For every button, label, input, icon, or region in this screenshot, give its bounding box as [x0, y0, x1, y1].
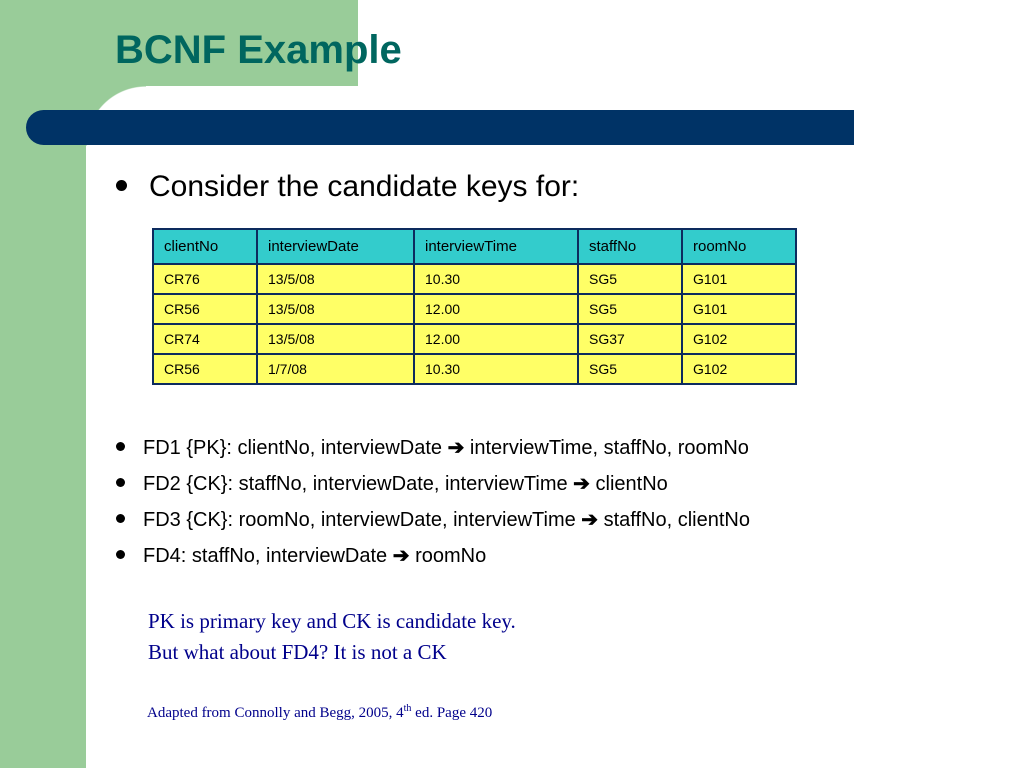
credit-text: Adapted from Connolly and Begg, 2005, 4 [147, 705, 404, 721]
column-header: staffNo [578, 229, 682, 264]
fd-lhs: FD3 {CK}: roomNo, interviewDate, interviewTime [143, 509, 576, 531]
table-cell: SG5 [578, 354, 682, 384]
note-line: But what about FD4? It is not a CK [148, 640, 447, 664]
fd-lhs: FD2 {CK}: staffNo, interviewDate, interviewTime [143, 473, 568, 495]
source-credit [147, 703, 492, 722]
table-cell: SG5 [578, 294, 682, 324]
fd-item [116, 470, 750, 506]
bullet-icon [116, 514, 125, 523]
fd-rhs: clientNo [595, 473, 668, 495]
arrow-icon: ➔ [392, 545, 410, 567]
table-cell: CR56 [153, 294, 257, 324]
table-cell: 13/5/08 [257, 324, 414, 354]
credit-superscript: th [403, 703, 412, 714]
table-cell: SG37 [578, 324, 682, 354]
column-header: interviewDate [257, 229, 414, 264]
table-cell: 12.00 [414, 324, 578, 354]
slide-title: BCNF Example [115, 28, 402, 72]
arrow-icon: ➔ [581, 509, 599, 531]
table-row [153, 294, 796, 324]
arrow-icon: ➔ [447, 437, 465, 459]
fd-lhs: FD1 {PK}: clientNo, interviewDate [143, 437, 443, 459]
table-row [153, 264, 796, 294]
bullet-icon [116, 478, 125, 487]
table-cell: 10.30 [414, 354, 578, 384]
table-cell: 13/5/08 [257, 264, 414, 294]
table-cell: CR76 [153, 264, 257, 294]
fd-item [116, 506, 750, 542]
table-cell: SG5 [578, 264, 682, 294]
table-cell: 10.30 [414, 264, 578, 294]
table-header-row [153, 229, 796, 264]
credit-text-end: ed. Page 420 [411, 705, 493, 721]
bullet-icon [116, 180, 127, 191]
intro-text: Consider the candidate keys for: [149, 170, 580, 203]
table-row [153, 354, 796, 384]
table-cell: G101 [682, 264, 796, 294]
fd-item [116, 434, 750, 470]
table-row [153, 324, 796, 354]
fd-item [116, 542, 750, 578]
fd-rhs: interviewTime, staffNo, roomNo [469, 437, 749, 459]
arrow-icon: ➔ [573, 473, 590, 495]
table-cell: CR74 [153, 324, 257, 354]
intro-bullet [116, 170, 579, 204]
table-cell: CR56 [153, 354, 257, 384]
fd-lhs: FD4: staffNo, interviewDate [143, 545, 388, 567]
title-underline-bar [26, 110, 854, 145]
bullet-icon [116, 550, 125, 559]
interview-table [152, 228, 797, 385]
table-cell: 1/7/08 [257, 354, 414, 384]
column-header: interviewTime [414, 229, 578, 264]
note-block [148, 606, 516, 668]
functional-dependency-list [116, 434, 750, 578]
table-cell: G102 [682, 324, 796, 354]
table-cell: G102 [682, 354, 796, 384]
column-header: clientNo [153, 229, 257, 264]
table-cell: 12.00 [414, 294, 578, 324]
bullet-icon [116, 442, 125, 451]
fd-rhs: staffNo, clientNo [603, 509, 750, 531]
table-cell: 13/5/08 [257, 294, 414, 324]
table-cell: G101 [682, 294, 796, 324]
column-header: roomNo [682, 229, 796, 264]
fd-rhs: roomNo [415, 545, 487, 567]
note-line: PK is primary key and CK is candidate key. [148, 609, 516, 633]
